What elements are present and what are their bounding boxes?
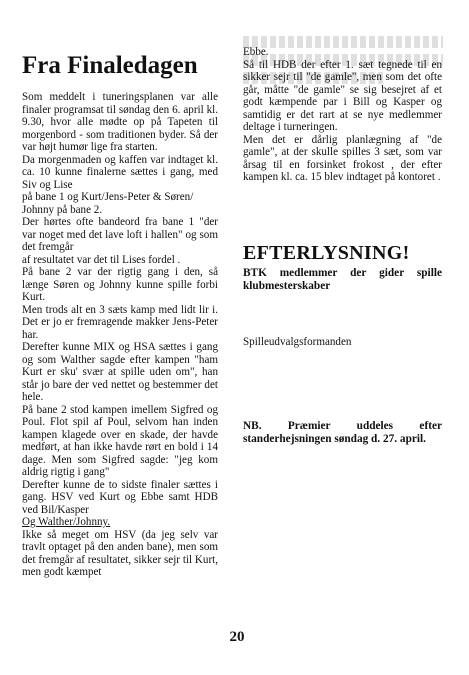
paragraph: Så til HDB der efter 1. sæt tegnede til en sikker sejr til "de gamle", men som det ofte går, måtte "de gamle" se sig besejret af et godt kæmpende par i Bill og Kasper og samtidig er det rart at se nye medlemmer deltage i turneringen.: [243, 58, 442, 133]
efterlysning-subheading: BTK medlemmer der gider spille klubmesterskaber: [243, 267, 442, 292]
paragraph: Derefter kunne de to sidste finaler sættes i gang. HSV ved Kurt og Ebbe samt HDB ved Bil/Kasper: [22, 478, 218, 516]
paragraph: Som meddelt i tuneringsplanen var alle finaler programsat til søndag den 6. april kl. 9.30, hvor alle mødte op på Tapeten til morgenbord - som traditionen byder. Så der var højt humør lige fra starten.: [22, 91, 218, 153]
article-body-right: [243, 46, 442, 184]
nb-note: NB. Præmier uddeles efter standerhejsningen søndag d. 27. april.: [243, 420, 442, 445]
paragraph: på bane 1 og Kurt/Jens-Peter & Søren/: [22, 191, 194, 203]
signature: Spilleudvalgsformanden: [243, 336, 352, 348]
paragraph: Johnny på bane 2.: [22, 203, 103, 216]
paragraph: Der hørtes ofte bandeord fra bane 1 "der var noget med det lave loft i hallen" og som det fremgår: [22, 216, 218, 253]
paragraph: Og Walther/Johnny.: [22, 516, 111, 528]
paragraph: Ikke så meget om HSV (da jeg selv var travlt optaget på den anden bane), men som det fremgår af resultatet, sikker sejr til Kurt, men godt kæmpet: [22, 528, 218, 578]
paragraph: Da morgenmaden og kaffen var indtaget kl. ca. 10 kunne finalerne sættes i gang, med Siv og Lise: [22, 153, 218, 191]
paragraph: af resultatet var det til Lises fordel .: [22, 253, 181, 266]
paragraph: Men det er dårlig planlægning af "de gamle", at der skulle spilles 3 sæt, som var årsag til en forsinket frokost , der efter kampen kl. ca. 15 blev indtaget på kontoret .: [243, 133, 442, 183]
efterlysning-heading: EFTERLYSNING!: [243, 242, 410, 264]
article-body-left: [22, 91, 218, 579]
article-title: Fra Finaledagen: [22, 52, 198, 79]
paragraph: Derefter kunne MIX og HSA sættes i gang og som Walther sagde efter kampen "ham Kurt er sku' svær at spille uden om", han står jo bare der ved nettet og bestemmer det hele.: [22, 341, 218, 403]
paragraph: Men trods alt en 3 sæts kamp med lidt lir i. Det er jo er fremragende makker Jens-Peter har.: [22, 303, 218, 341]
paragraph: Ebbe.: [243, 46, 269, 58]
page-number: 20: [229, 629, 245, 645]
paragraph: På bane 2 var der rigtig gang i den, så længe Søren og Johnny kunne spille forbi Kurt.: [22, 266, 218, 303]
paragraph: På bane 2 stod kampen imellem Sigfred og Poul. Flot spil af Poul, selvom han inden kampen klagede over en skade, der havde medført, at han ikke havde rørt en bold i 14 dage. Men som Sigfred sagde: "jeg kom aldrig rigtig i gang": [22, 403, 218, 478]
